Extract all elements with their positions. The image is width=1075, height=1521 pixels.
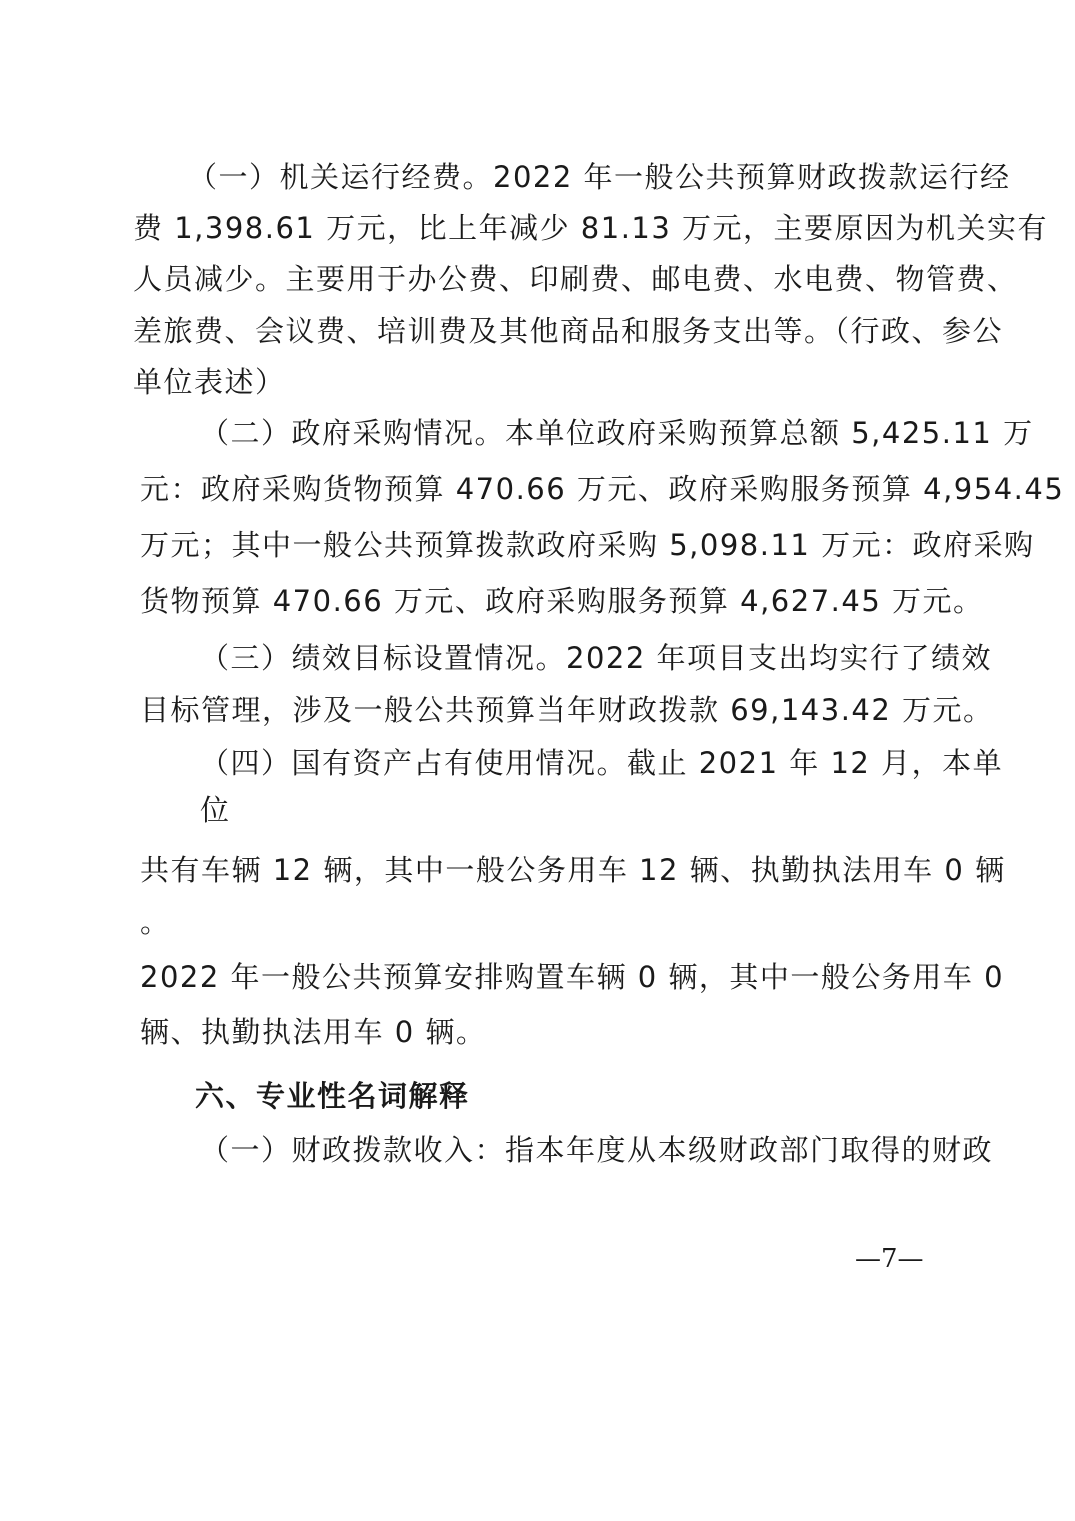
paragraph-line: （一）财政拨款收入：指本年度从本级财政部门取得的财政 — [200, 1133, 994, 1167]
paragraph-line: 共有车辆 12 辆，其中一般公务用车 12 辆、执勤执法用车 0 辆 — [140, 853, 1006, 887]
paragraph-line: 目标管理，涉及一般公共预算当年财政拨款 69,143.42 万元。 — [140, 693, 994, 727]
paragraph-line: 辆、执勤执法用车 0 辆。 — [140, 1015, 487, 1049]
paragraph-line: 万元；其中一般公共预算拨款政府采购 5,098.11 万元：政府采购 — [140, 528, 1035, 562]
paragraph-line: （一）机关运行经费。2022 年一般公共预算财政拨款运行经 — [188, 160, 1011, 194]
paragraph-line: 2022 年一般公共预算安排购置车辆 0 辆，其中一般公务用车 0 — [140, 960, 1005, 994]
paragraph-line: 。 — [140, 905, 171, 939]
paragraph-line: 元：政府采购货物预算 470.66 万元、政府采购服务预算 4,954.45 — [140, 472, 1065, 506]
paragraph-line: 单位表述） — [133, 365, 286, 399]
paragraph-line: （四）国有资产占有使用情况。截止 2021 年 12 月，本单 — [200, 746, 1004, 780]
paragraph-line: （二）政府采购情况。本单位政府采购预算总额 5,425.11 万 — [200, 416, 1034, 450]
paragraph-line: 货物预算 470.66 万元、政府采购服务预算 4,627.45 万元。 — [140, 584, 984, 618]
paragraph-line: （三）绩效目标设置情况。2022 年项目支出均实行了绩效 — [200, 641, 993, 675]
section-heading: 六、专业性名词解释 — [195, 1079, 470, 1113]
paragraph-line: 人员减少。主要用于办公费、印刷费、邮电费、水电费、物管费、 — [133, 262, 1018, 296]
paragraph-line: 位 — [200, 793, 231, 827]
paragraph-line: 费 1,398.61 万元，比上年减少 81.13 万元，主要原因为机关实有 — [133, 211, 1049, 245]
paragraph-line: 差旅费、会议费、培训费及其他商品和服务支出等。（行政、参公 — [133, 314, 1004, 348]
page-number: —7— — [855, 1244, 924, 1274]
